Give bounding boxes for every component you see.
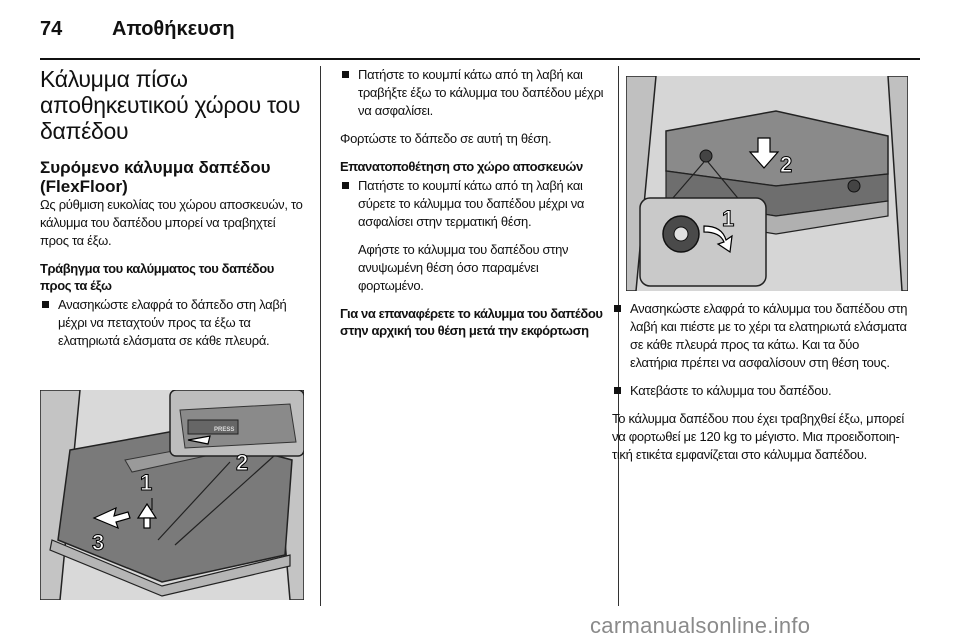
procedure-heading-reset: Για να επαναφέρετε το κάλυμμα του δαπέδου στην αρχική του θέση μετά την εκφόρτωση bbox=[340, 306, 603, 338]
bullet-square-icon bbox=[614, 305, 621, 312]
column-left bbox=[40, 66, 304, 360]
press-badge: PRESS bbox=[214, 427, 235, 433]
list-item bbox=[612, 382, 908, 400]
bullet-square-icon bbox=[42, 301, 49, 308]
illustration-spring-latches bbox=[626, 76, 908, 291]
column-middle bbox=[340, 66, 606, 341]
list-item bbox=[612, 300, 908, 372]
list-item-text: Πατήστε το κουμπί κάτω από τη λαβή και τραβήξτε έξω το κάλυμμα του δαπέδου μέχρι να ασφαλίσει. bbox=[358, 67, 604, 118]
list-item-text: Ανασηκώστε ελαφρά το κάλυμμα του δαπέδου στη λαβή και πιέστε με το χέρι τα ελατηριωτά ελάσματα σε κάθε πλευρά προς τα κάτω. Και τα δύο ελατήρια πρέπει να ασφαλίσουν στη θέση τους. bbox=[630, 301, 908, 370]
bullet-square-icon bbox=[614, 387, 621, 394]
bullet-square-icon bbox=[342, 182, 349, 189]
section-heading: Κάλυμμα πίσω αποθηκευτικού χώρου του δαπέδου bbox=[40, 66, 301, 144]
callout-2: 2 bbox=[780, 152, 793, 177]
list-item-text: Πατήστε το κουμπί κάτω από τη λαβή και σύρετε το κάλυμμα του δαπέδου μέχρι να ασφαλίσει στην τερματική θέση. bbox=[358, 178, 585, 229]
watermark-text: carmanualsonline.info bbox=[590, 613, 811, 638]
page-number: 74 bbox=[40, 18, 63, 40]
subsection-heading: Συρόμενο κάλυμμα δαπέδου (FlexFloor) bbox=[40, 158, 271, 196]
callout-2: 2 bbox=[236, 450, 249, 475]
illustration-floor-cover-pull-out bbox=[40, 390, 304, 600]
callout-1: 1 bbox=[140, 470, 153, 495]
list-item-text: Κατεβάστε το κάλυμμα του δαπέδου. bbox=[630, 383, 832, 398]
column-divider-1 bbox=[320, 66, 321, 606]
trunk-floor-illustration bbox=[40, 390, 304, 600]
procedure-heading-reinsert: Επανατοποθέτηση στο χώρο αποσκευών bbox=[340, 159, 583, 174]
list-item-text: Ανασηκώστε ελαφρά το δάπεδο στη λαβή μέχρι να πεταχτούν προς τα έξω τα ελατηριωτά ελάσματα σε κάθε πλευρά. bbox=[58, 297, 287, 348]
paragraph-raised-position: Αφήστε το κάλυμμα του δαπέδου στην ανυψωμένη θέση όσο παραμένει φορτωμένο. bbox=[358, 242, 569, 293]
page-header-title: Αποθήκευση bbox=[112, 18, 235, 40]
list-item bbox=[40, 296, 304, 350]
callout-1: 1 bbox=[722, 206, 735, 231]
paragraph-max-load: Το κάλυμμα δαπέδου που έχει τραβηχθεί έξω, μπορεί να φορτωθεί με 120 kg το μέγιστο. Μια προειδοποιητική ετικέτα εμφανίζεται στο κάλυμμα δαπέδου. bbox=[612, 411, 904, 462]
spring-latch-illustration bbox=[626, 76, 908, 291]
column-right bbox=[612, 300, 908, 474]
list-item bbox=[340, 177, 606, 231]
header-rule bbox=[40, 58, 920, 60]
intro-paragraph: Ως ρύθμιση ευκολίας του χώρου αποσκευών, το κάλυμμα του δαπέδου μπορεί να τραβηχτεί προς τα έξω. bbox=[40, 197, 303, 248]
list-item bbox=[340, 66, 606, 120]
callout-3: 3 bbox=[92, 530, 105, 555]
procedure-heading-pull-out: Τράβηγμα του καλύμματος του δαπέδου προς τα έξω bbox=[40, 261, 274, 293]
bullet-square-icon bbox=[342, 71, 349, 78]
paragraph-load-position: Φορτώστε το δάπεδο σε αυτή τη θέση. bbox=[340, 131, 552, 146]
